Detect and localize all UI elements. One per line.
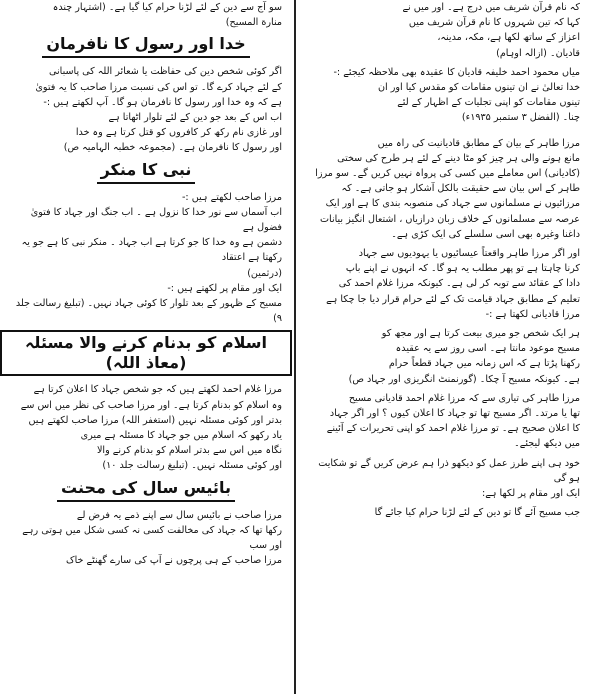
text-line: میں دیکھ لیجئے۔ bbox=[514, 438, 580, 450]
text-line: کہا کہ تین شہروں کا نام قرآن شریف میں bbox=[408, 17, 580, 29]
text-line: مرزا طاہر کی تیاری سے کہ مرزا غلام احمد قادیانی مسیح bbox=[348, 392, 580, 404]
text-line: مرزا صاحب کے ہی پرچوں نے آپ کی سارے گھنٹے خاک bbox=[66, 555, 282, 567]
text-line: تھا یا مرتد۔ اگر مسیح تھا تو جہاد کا اعلان کیوں ؟ اور اگر جہاد bbox=[329, 408, 580, 420]
text-line: ہر ایک شخص جو میری بیعت کرتا ہے اور مجھ کو bbox=[381, 328, 580, 340]
text-line: کا اعلان صحیح ہے۔ تو مرزا غلام احمد کو اپنی تحریرات کے آئینے bbox=[326, 423, 580, 435]
section4-body bbox=[8, 508, 282, 569]
section-heading-22-years: بائیس سال کی محنت bbox=[0, 478, 292, 502]
text-line: کے لئے جہاد کرے گا۔ تو اس کی نسبت مرزا صاحب کا یہ فتویٰ bbox=[35, 81, 282, 93]
text-line: طاہر کے اس بیان سے حقیقت بالکل آشکار ہو جاتی ہے۔ کہ bbox=[341, 183, 580, 195]
right-para-4 bbox=[306, 246, 580, 322]
left-column bbox=[0, 0, 292, 694]
text-line: ایک اور مقام پر لکھا ہے: bbox=[482, 488, 580, 500]
text-line: اب آسماں سے نور خدا کا نزول ہے ۔ اب جنگ اور جہاد کا فتویٰ فضول ہے bbox=[30, 206, 282, 234]
right-para-1 bbox=[306, 0, 580, 61]
right-para-3 bbox=[306, 136, 580, 242]
text-line: اور اگر مرزا طاہر واقعتاً عیسائیوں یا یہودیوں سے جہاد bbox=[358, 248, 580, 260]
text-line: اگر کوئی شخص دین کی حفاظت یا شعائر اللہ کی پاسبانی bbox=[49, 66, 282, 78]
section-heading-defaming-issue: اسلام کو بدنام کرنے والا مسئلہ (معاذ اللہ) bbox=[0, 330, 292, 376]
text-line: ہے۔ کیونکہ مسیح آ چکا۔ (گورنمنٹ انگریزی اور جہاد ص) bbox=[348, 373, 580, 385]
text-line: اب اس کے بعد جو دین کے لئے تلوار اٹھاتا ہے bbox=[108, 112, 282, 124]
text-line: میاں محمود احمد خلیفہ قادیان کا عقیدہ بھی ملاحظہ کیجئے :- bbox=[333, 66, 580, 78]
text-line: مرزا طاہر کے بیان کے مطابق قادیانیت کی راہ میں bbox=[377, 137, 580, 149]
text-line: تعلیم کے مطابق جہاد قیامت تک کے لئے حرام قرار دیا جا چکا ہے bbox=[326, 293, 580, 305]
text-line: (درثمین) bbox=[247, 267, 282, 279]
text-line: اعزاز کے ساتھ لکھا ہے، مکہ، مدینہ، bbox=[437, 32, 580, 44]
text-line: مرزائیوں نے مسلمانوں سے جہاد کی منصوبہ بندی کا ہے اور ایک bbox=[325, 198, 580, 210]
text-line: رکھنا پڑتا ہے کہ اس زمانہ میں جہاد قطعاً حرام bbox=[388, 358, 580, 370]
text-line: ہے کہ وہ خدا اور رسول کا نافرمان ہو گا۔ آپ لکھتے ہیں :- bbox=[43, 96, 282, 108]
text-line: وہ اسلام کو بدنام کرتا ہے۔ اور مرزا صاحب کی نظر میں اس سے bbox=[20, 399, 282, 411]
text-line: قادیان۔ (ازالہ اوہام) bbox=[496, 47, 580, 59]
right-para-5 bbox=[306, 326, 580, 387]
section-heading-disobedient: خدا اور رسول کا نافرمان bbox=[0, 34, 292, 58]
right-column bbox=[298, 0, 590, 694]
text-line: اور رسول کا نافرمان ہے۔ (مجموعہ خطبہ الہامیہ ص) bbox=[63, 142, 282, 154]
right-para-6 bbox=[306, 391, 580, 452]
text-line: مرزا صاحب لکھتے ہیں :- bbox=[181, 191, 282, 203]
text-line: مرزا صاحب نے بائیس سال سے اپنے ذمے یہ فرض لے bbox=[76, 509, 282, 521]
text-line: سو آج سے دین کے لئے لڑنا حرام کیا گیا ہے۔ (اشتہار چندہ bbox=[52, 2, 282, 13]
text-line: جب مسیح آئے گا تو دین کے لئے لڑنا حرام کیا جائے گا bbox=[374, 507, 580, 519]
text-line: مسیح موعود مانتا ہے۔ اسی روز سے یہ عقیدہ bbox=[395, 343, 580, 355]
text-line: منارة المسیح) bbox=[225, 17, 282, 29]
text-line: بدتر اور کوئی مسئلہ نہیں (استغفر اللہ) مرزا صاحب لکھتے ہیں bbox=[28, 414, 282, 426]
column-divider bbox=[294, 0, 296, 694]
right-para-8 bbox=[306, 505, 580, 520]
text-line: مسیح کے ظہور کے بعد تلوار کا کوئی جہاد نہیں۔ (تبلیغ رسالت جلد ۹) bbox=[15, 298, 282, 325]
text-line: تینوں مقامات کو اپنی تجلیات کے اظہار کے لئے bbox=[397, 97, 580, 109]
text-line: عرصہ سے مسلمانوں کے خلاف زبان درازیاں ، اشتعال انگیز بیانات bbox=[319, 213, 580, 225]
section1-body bbox=[8, 64, 282, 155]
intro-paragraph bbox=[8, 0, 282, 30]
text-line: مرزا قادیانی لکھتا ہے :- bbox=[485, 308, 580, 320]
text-line: اور غازی نام رکھ کر کافروں کو قتل کرتا ہے وہ خدا bbox=[75, 127, 282, 139]
text-line: داغنا وغیرہ بھی اسی سلسلے کی ایک کڑی ہے۔ bbox=[391, 228, 580, 240]
right-para-2 bbox=[306, 65, 580, 126]
text-line: ایک اور مقام پر لکھتے ہیں :- bbox=[167, 282, 282, 294]
text-line: یاد رکھو کہ اسلام میں جو جہاد کا مسئلہ ہے میری bbox=[80, 430, 282, 442]
text-line: خدا تعالیٰ نے ان تینوں مقامات کو مقدس کیا اور ان bbox=[377, 82, 580, 94]
text-line: اور کوئی مسئلہ نہیں۔ (تبلیغ رسالت جلد ۱۰) bbox=[102, 460, 282, 472]
text-line: نگاہ میں اس سے بدتر اسلام کو بدنام کرنے والا bbox=[96, 445, 282, 457]
text-line: دشمن ہے وہ خدا کا جو کرتا ہے اب جہاد ۔ منکر نبی کا ہے جو یہ رکھتا ہے اعتقاد bbox=[21, 237, 282, 264]
right-para-7 bbox=[306, 456, 580, 502]
text-line: رکھا تھا کہ جہاد کی مخالفت کسی نہ کسی شکل میں ہوتی رہے اور سب bbox=[22, 524, 282, 552]
text-line: (کادیانی) اس معاملے میں کسی کی پرواہ نہیں کریں گے۔ سو مرزا bbox=[315, 168, 580, 180]
text-line: مرزا غلام احمد لکھتے ہیں کہ جو شخص جہاد کا اعلان کرتا ہے bbox=[33, 384, 282, 396]
text-line: کرنا چاہتا ہے تو پھر مطلب یہ ہو گا۔ کہ انہوں نے اپنے باپ bbox=[345, 263, 580, 275]
text-line: خود ہی اپنے طرز عمل کو دیکھو ذرا ہم عرض کریں گے تو شکایت ہو گی bbox=[318, 457, 580, 484]
text-line: چنا۔ (الفضل ۳ ستمبر ۱۹۳۵ء) bbox=[461, 112, 580, 124]
text-line: دادا کے عقائد سے توبہ کر لی ہے۔ کیونکہ مرزا غلام احمد کی bbox=[338, 278, 580, 290]
section-heading-denier: نبی کا منکر bbox=[0, 160, 292, 184]
text-line: کہ نام قرآن شریف میں درج ہے۔ اور میں نے bbox=[402, 2, 580, 13]
section3-body bbox=[8, 382, 282, 473]
text-line: مانع ہونے والی ہر چیز کو مٹا دینے کے لئے ہر طرح کی سختی bbox=[337, 152, 580, 164]
section2-body bbox=[8, 190, 282, 327]
